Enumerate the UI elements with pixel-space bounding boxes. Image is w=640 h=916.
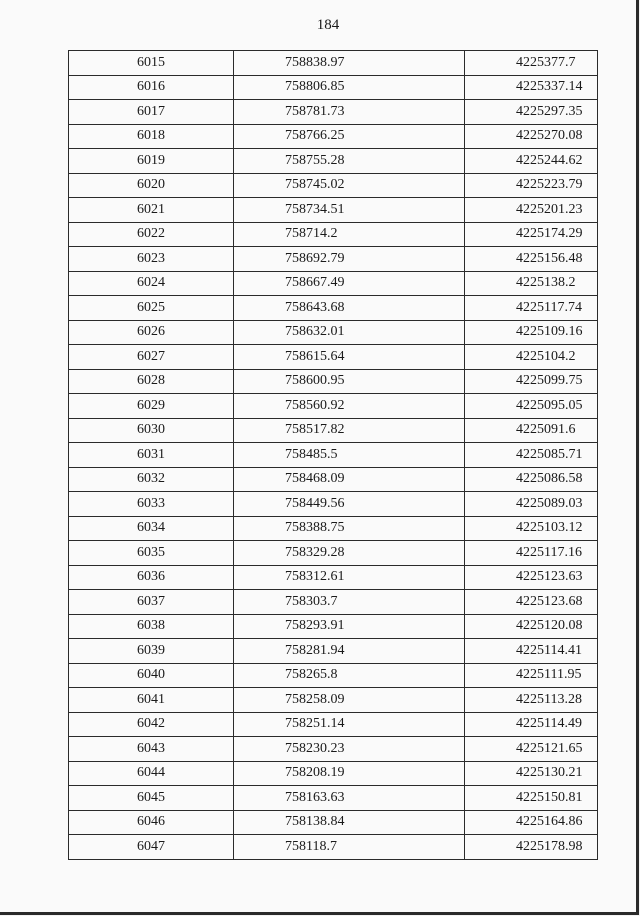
- table-row: [69, 565, 598, 590]
- x-coordinate-cell: 758745.02: [234, 173, 465, 198]
- point-id-cell: 6023: [69, 247, 234, 272]
- point-id-cell: 6044: [69, 761, 234, 786]
- x-coordinate-cell: 758118.7: [234, 835, 465, 860]
- y-coordinate-cell: 4225103.12: [465, 516, 598, 541]
- y-coordinate-cell: 4225091.6: [465, 418, 598, 443]
- table-row: [69, 345, 598, 370]
- point-id-cell: 6040: [69, 663, 234, 688]
- point-id-cell: 6017: [69, 100, 234, 125]
- y-coordinate-cell: 4225086.58: [465, 467, 598, 492]
- y-coordinate-cell: 4225114.41: [465, 639, 598, 664]
- y-coordinate-cell: 4225113.28: [465, 688, 598, 713]
- coordinates-table: [68, 50, 598, 860]
- point-id-cell: 6019: [69, 149, 234, 174]
- table-row: [69, 320, 598, 345]
- point-id-cell: 6046: [69, 810, 234, 835]
- table-row: [69, 51, 598, 76]
- point-id-cell: 6039: [69, 639, 234, 664]
- point-id-cell: 6034: [69, 516, 234, 541]
- y-coordinate-cell: 4225178.98: [465, 835, 598, 860]
- table-row: [69, 394, 598, 419]
- y-coordinate-cell: 4225109.16: [465, 320, 598, 345]
- point-id-cell: 6036: [69, 565, 234, 590]
- y-coordinate-cell: 4225095.05: [465, 394, 598, 419]
- x-coordinate-cell: 758632.01: [234, 320, 465, 345]
- point-id-cell: 6031: [69, 443, 234, 468]
- coordinates-table-body: [69, 51, 598, 860]
- table-row: [69, 198, 598, 223]
- y-coordinate-cell: 4225223.79: [465, 173, 598, 198]
- y-coordinate-cell: 4225114.49: [465, 712, 598, 737]
- y-coordinate-cell: 4225117.16: [465, 541, 598, 566]
- y-coordinate-cell: 4225150.81: [465, 786, 598, 811]
- x-coordinate-cell: 758615.64: [234, 345, 465, 370]
- point-id-cell: 6037: [69, 590, 234, 615]
- table-row: [69, 712, 598, 737]
- x-coordinate-cell: 758468.09: [234, 467, 465, 492]
- y-coordinate-cell: 4225123.68: [465, 590, 598, 615]
- table-row: [69, 516, 598, 541]
- point-id-cell: 6038: [69, 614, 234, 639]
- x-coordinate-cell: 758667.49: [234, 271, 465, 296]
- x-coordinate-cell: 758734.51: [234, 198, 465, 223]
- table-row: [69, 443, 598, 468]
- y-coordinate-cell: 4225104.2: [465, 345, 598, 370]
- x-coordinate-cell: 758312.61: [234, 565, 465, 590]
- x-coordinate-cell: 758781.73: [234, 100, 465, 125]
- point-id-cell: 6025: [69, 296, 234, 321]
- y-coordinate-cell: 4225111.95: [465, 663, 598, 688]
- table-row: [69, 100, 598, 125]
- x-coordinate-cell: 758643.68: [234, 296, 465, 321]
- table-row: [69, 271, 598, 296]
- point-id-cell: 6029: [69, 394, 234, 419]
- y-coordinate-cell: 4225117.74: [465, 296, 598, 321]
- x-coordinate-cell: 758303.7: [234, 590, 465, 615]
- y-coordinate-cell: 4225377.7: [465, 51, 598, 76]
- x-coordinate-cell: 758560.92: [234, 394, 465, 419]
- point-id-cell: 6022: [69, 222, 234, 247]
- y-coordinate-cell: 4225164.86: [465, 810, 598, 835]
- y-coordinate-cell: 4225297.35: [465, 100, 598, 125]
- x-coordinate-cell: 758517.82: [234, 418, 465, 443]
- table-row: [69, 737, 598, 762]
- point-id-cell: 6018: [69, 124, 234, 149]
- point-id-cell: 6026: [69, 320, 234, 345]
- point-id-cell: 6024: [69, 271, 234, 296]
- table-row: [69, 810, 598, 835]
- x-coordinate-cell: 758230.23: [234, 737, 465, 762]
- table-row: [69, 663, 598, 688]
- table-row: [69, 614, 598, 639]
- x-coordinate-cell: 758329.28: [234, 541, 465, 566]
- y-coordinate-cell: 4225201.23: [465, 198, 598, 223]
- x-coordinate-cell: 758388.75: [234, 516, 465, 541]
- y-coordinate-cell: 4225156.48: [465, 247, 598, 272]
- x-coordinate-cell: 758258.09: [234, 688, 465, 713]
- y-coordinate-cell: 4225138.2: [465, 271, 598, 296]
- x-coordinate-cell: 758138.84: [234, 810, 465, 835]
- y-coordinate-cell: 4225244.62: [465, 149, 598, 174]
- table-row: [69, 296, 598, 321]
- table-row: [69, 124, 598, 149]
- x-coordinate-cell: 758293.91: [234, 614, 465, 639]
- x-coordinate-cell: 758251.14: [234, 712, 465, 737]
- x-coordinate-cell: 758485.5: [234, 443, 465, 468]
- table-row: [69, 247, 598, 272]
- table-row: [69, 75, 598, 100]
- point-id-cell: 6020: [69, 173, 234, 198]
- table-row: [69, 222, 598, 247]
- table-row: [69, 761, 598, 786]
- point-id-cell: 6045: [69, 786, 234, 811]
- y-coordinate-cell: 4225174.29: [465, 222, 598, 247]
- table-row: [69, 835, 598, 860]
- y-coordinate-cell: 4225123.63: [465, 565, 598, 590]
- table-row: [69, 639, 598, 664]
- x-coordinate-cell: 758692.79: [234, 247, 465, 272]
- point-id-cell: 6041: [69, 688, 234, 713]
- table-row: [69, 418, 598, 443]
- point-id-cell: 6032: [69, 467, 234, 492]
- y-coordinate-cell: 4225085.71: [465, 443, 598, 468]
- table-row: [69, 786, 598, 811]
- y-coordinate-cell: 4225130.21: [465, 761, 598, 786]
- point-id-cell: 6030: [69, 418, 234, 443]
- point-id-cell: 6033: [69, 492, 234, 517]
- page-number: 184: [316, 17, 340, 33]
- x-coordinate-cell: 758714.2: [234, 222, 465, 247]
- table-row: [69, 688, 598, 713]
- x-coordinate-cell: 758806.85: [234, 75, 465, 100]
- table-row: [69, 492, 598, 517]
- point-id-cell: 6028: [69, 369, 234, 394]
- point-id-cell: 6042: [69, 712, 234, 737]
- point-id-cell: 6015: [69, 51, 234, 76]
- table-row: [69, 590, 598, 615]
- x-coordinate-cell: 758838.97: [234, 51, 465, 76]
- point-id-cell: 6035: [69, 541, 234, 566]
- point-id-cell: 6021: [69, 198, 234, 223]
- x-coordinate-cell: 758163.63: [234, 786, 465, 811]
- y-coordinate-cell: 4225120.08: [465, 614, 598, 639]
- point-id-cell: 6043: [69, 737, 234, 762]
- table-row: [69, 467, 598, 492]
- y-coordinate-cell: 4225099.75: [465, 369, 598, 394]
- x-coordinate-cell: 758600.95: [234, 369, 465, 394]
- point-id-cell: 6016: [69, 75, 234, 100]
- x-coordinate-cell: 758265.8: [234, 663, 465, 688]
- table-row: [69, 541, 598, 566]
- x-coordinate-cell: 758766.25: [234, 124, 465, 149]
- table-row: [69, 149, 598, 174]
- table-row: [69, 369, 598, 394]
- y-coordinate-cell: 4225121.65: [465, 737, 598, 762]
- x-coordinate-cell: 758449.56: [234, 492, 465, 517]
- x-coordinate-cell: 758208.19: [234, 761, 465, 786]
- y-coordinate-cell: 4225270.08: [465, 124, 598, 149]
- point-id-cell: 6027: [69, 345, 234, 370]
- y-coordinate-cell: 4225089.03: [465, 492, 598, 517]
- y-coordinate-cell: 4225337.14: [465, 75, 598, 100]
- point-id-cell: 6047: [69, 835, 234, 860]
- x-coordinate-cell: 758281.94: [234, 639, 465, 664]
- x-coordinate-cell: 758755.28: [234, 149, 465, 174]
- table-row: [69, 173, 598, 198]
